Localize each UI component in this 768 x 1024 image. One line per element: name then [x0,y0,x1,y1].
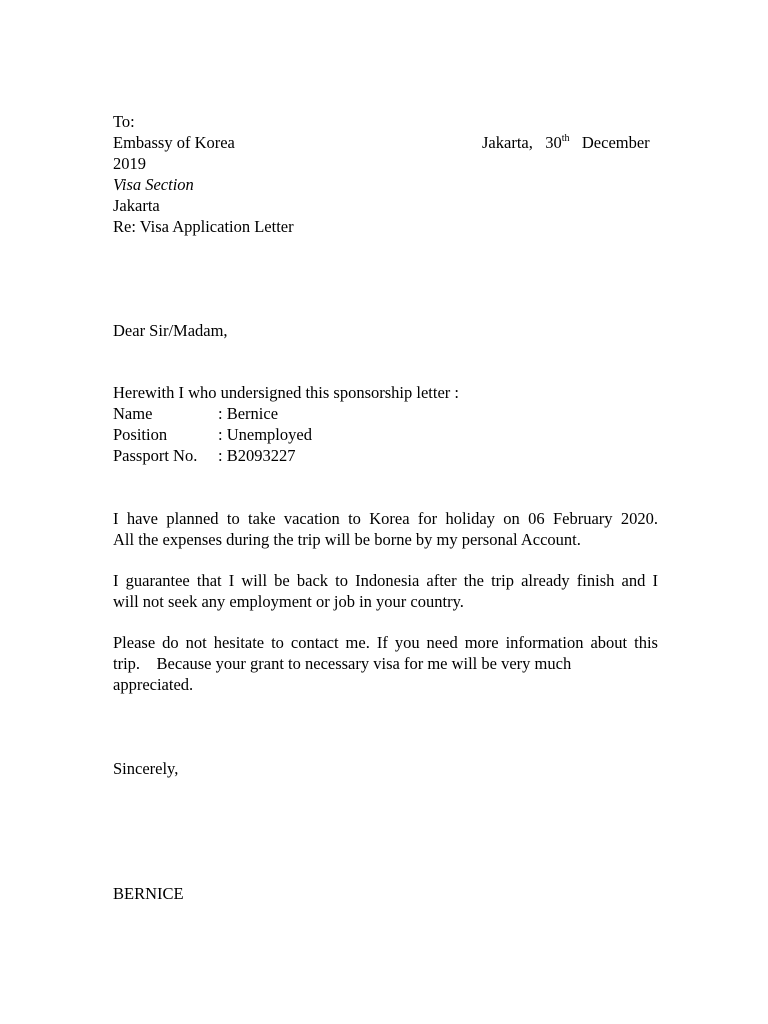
word: to [348,509,361,528]
intro-line: Herewith I who undersigned this sponsorship letter : [113,383,459,402]
to-label: To: [113,112,135,131]
word: this [634,633,658,652]
date-day: 30 [545,133,562,152]
word: on [503,509,520,528]
detail-value: : B2093227 [218,446,296,465]
word: and [621,571,646,590]
detail-row-position [113,424,312,445]
word: hesitate [213,633,265,652]
date-city: Jakarta, [482,133,533,152]
word: be [274,571,290,590]
word: I [228,571,235,590]
word: Indonesia [355,571,420,590]
word: trip [491,571,514,590]
detail-row-name [113,403,278,424]
word: 2020. [620,509,658,528]
word: guarantee [125,571,190,590]
salutation: Dear Sir/Madam, [113,321,228,340]
paragraph-line: All the expenses during the trip will be borne by my personal Account. [113,530,581,549]
signature-name: BERNICE [113,884,184,903]
word: planned [166,509,219,528]
paragraph-guarantee [113,570,658,612]
word: will [241,571,268,590]
word: holiday [445,509,495,528]
justified-line [113,570,658,591]
word: 06 [528,509,545,528]
detail-label: Passport No. [113,446,198,465]
word: the [463,571,484,590]
word: to [335,571,348,590]
word: have [126,509,158,528]
paragraph-line: appreciated. [113,675,194,694]
justified-line [113,508,658,529]
word: me. [345,633,370,652]
visa-section: Visa Section [113,175,194,194]
word: I [652,571,658,590]
word: not [185,633,207,652]
word: information [505,633,584,652]
paragraph-line: will not seek any employment or job in your country. [113,592,464,611]
date-month: December [581,133,650,152]
word: already [521,571,570,590]
word: to [271,633,284,652]
word: Please [113,633,156,652]
paragraph-line: trip. Because your grant to necessary visa for me will be very much [113,654,572,673]
word: vacation [283,509,340,528]
word: back [296,571,329,590]
word: take [248,509,276,528]
word: do [162,633,179,652]
word: I [113,571,119,590]
justified-line [113,632,658,653]
word: If [376,633,388,652]
paragraph-travel-plan [113,508,658,550]
recipient-city: Jakarta [113,196,160,215]
paragraph-contact [113,632,658,695]
word: about [590,633,628,652]
word: that [196,571,222,590]
word: you [394,633,420,652]
letter-date [482,132,650,153]
word: to [226,509,240,528]
word: finish [576,571,615,590]
word: more [464,633,499,652]
recipient-name: Embassy of Korea [113,133,235,152]
date-suffix: th [561,133,570,144]
detail-label: Name [113,404,153,423]
detail-value: : Unemployed [218,425,312,444]
word: contact [290,633,339,652]
subject-line: Re: Visa Application Letter [113,217,294,236]
word: I [113,509,119,528]
word: February [552,509,613,528]
word: for [417,509,438,528]
word: need [426,633,458,652]
word: after [426,571,457,590]
word: Korea [369,509,410,528]
detail-row-passport [113,445,295,466]
closing: Sincerely, [113,759,179,778]
detail-value: : Bernice [218,404,279,423]
date-year: 2019 [113,154,146,173]
detail-label: Position [113,425,168,444]
